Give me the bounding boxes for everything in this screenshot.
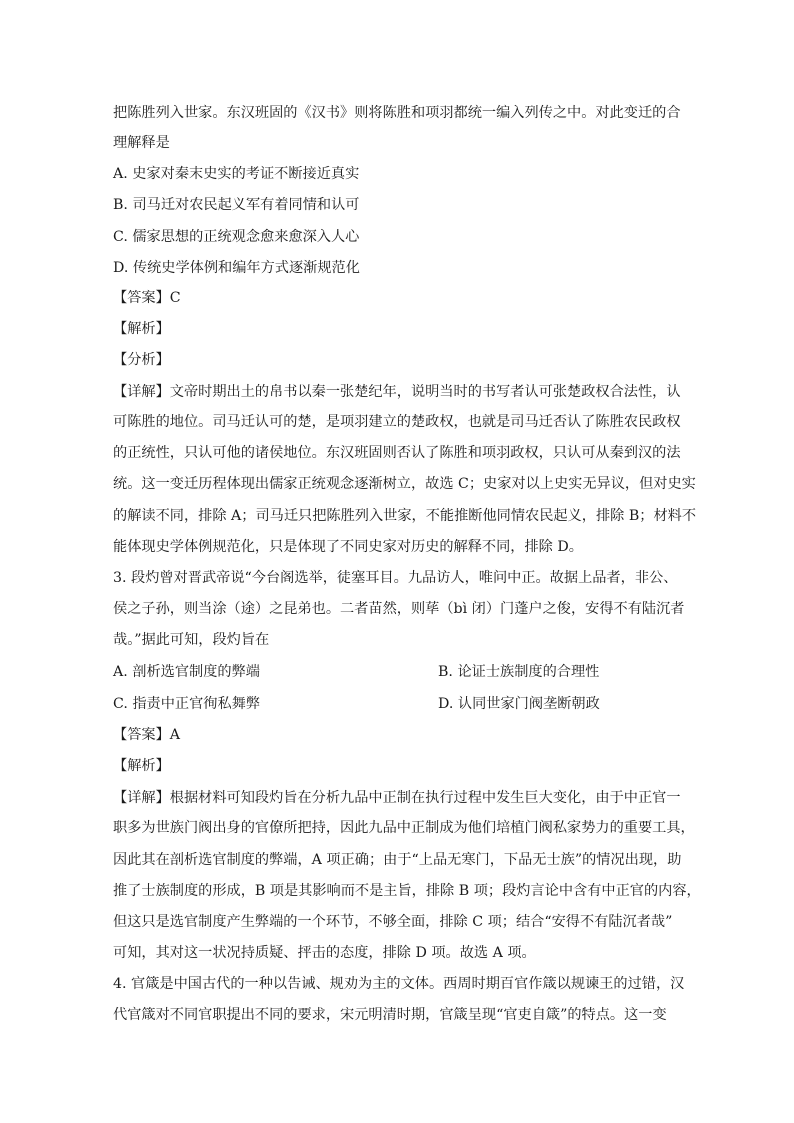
q3-answer: 【答案】A — [113, 727, 180, 743]
q2-stem-line-1: 把陈胜列入世家。东汉班固的《汉书》则将陈胜和项羽都统一编入列传之中。对此变迁的合 — [113, 105, 681, 121]
q2-detail-line-6: 能体现史学体例规范化，只是体现了不同史家对历史的解释不同，排除 D。 — [113, 539, 583, 555]
q2-detail-line-2: 可陈胜的地位。司马迁认可的楚，是项羽建立的楚政权，也就是司马迁否认了陈胜农民政权 — [113, 414, 681, 430]
q3-stem-line-2: 侯之子孙，则当涂（途）之昆弟也。二者苗然，则荜（bì 闭）门蓬户之俊，安得不有陆沉者 — [113, 601, 685, 617]
q3-detail-line-6: 可知，其对这一状况持质疑、抨击的态度，排除 D 项。故选 A 项。 — [113, 945, 536, 961]
q3-stem-line-1: 3. 段灼曾对晋武帝说“今台阁选举，徒塞耳目。九品访人，唯问中正。故据上品者，非公、 — [113, 570, 678, 586]
q3-option-a: A. 剖析选官制度的弊端 — [113, 664, 260, 680]
q2-detail-line-1: 【详解】文帝时期出土的帛书以秦一张楚纪年，说明当时的书写者认可张楚政权合法性，认 — [113, 384, 681, 400]
q3-option-d: D. 认同世家门阀垄断朝政 — [438, 696, 600, 712]
q2-answer: 【答案】C — [113, 290, 181, 306]
q2-detail-line-3: 的正统性，只认可他的诸侯地位。东汉班固则否认了陈胜和项羽政权，只认可从秦到汉的法 — [113, 445, 681, 461]
q3-analysis-label: 【解析】 — [113, 758, 170, 774]
q2-option-d: D. 传统史学体例和编年方式逐渐规范化 — [113, 260, 360, 276]
q3-option-c: C. 指责中正官徇私舞弊 — [113, 696, 261, 712]
q2-option-b: B. 司马迁对农民起义军有着同情和认可 — [113, 197, 360, 213]
q2-analysis-label: 【解析】 — [113, 321, 170, 337]
q2-fenxi-label: 【分析】 — [113, 352, 170, 368]
q2-detail-line-4: 统。这一变迁历程体现出儒家正统观念逐渐树立，故选 C；史家对以上史实无异议，但对史实 — [113, 476, 696, 492]
q4-stem-line-2: 代官箴对不同官职提出不同的要求，宋元明清时期，官箴呈现“官吏自箴”的特点。这一变 — [113, 1007, 667, 1023]
q2-option-a: A. 史家对秦末史实的考证不断接近真实 — [113, 166, 360, 182]
q3-detail-line-4: 推了士族制度的形成，B 项是其影响而不是主旨，排除 B 项；段灼言论中含有中正官的内容， — [113, 883, 701, 899]
q3-detail-line-1: 【详解】根据材料可知段灼旨在分析九品中正制在执行过程中发生巨大变化，由于中正官一 — [113, 790, 681, 806]
q3-stem-line-3: 哉。”据此可知，段灼旨在 — [113, 632, 270, 648]
q2-stem-line-2: 理解释是 — [113, 135, 170, 151]
q3-detail-line-2: 职多为世族门阀出身的官僚所把持，因此九品中正制成为他们培植门阀私家势力的重要工具， — [113, 820, 695, 836]
q3-detail-line-5: 但这只是选官制度产生弊端的一个环节，不够全面，排除 C 项；结合“安得不有陆沉者哉” — [113, 914, 673, 930]
q2-option-c: C. 儒家思想的正统观念愈来愈深入人心 — [113, 229, 360, 245]
q3-option-b: B. 论证士族制度的合理性 — [438, 664, 600, 680]
q2-detail-line-5: 的解读不同，排除 A；司马迁只把陈胜列入世家，不能推断他同情农民起义，排除 B；材料不 — [113, 508, 697, 524]
q4-stem-line-1: 4. 官箴是中国古代的一种以告诫、规劝为主的文体。西周时期百官作箴以规谏王的过错，汉 — [113, 976, 685, 992]
q3-detail-line-3: 因此其在剖析选官制度的弊端，A 项正确；由于“上品无寒门，下品无士族”的情况出现，助 — [113, 852, 682, 868]
